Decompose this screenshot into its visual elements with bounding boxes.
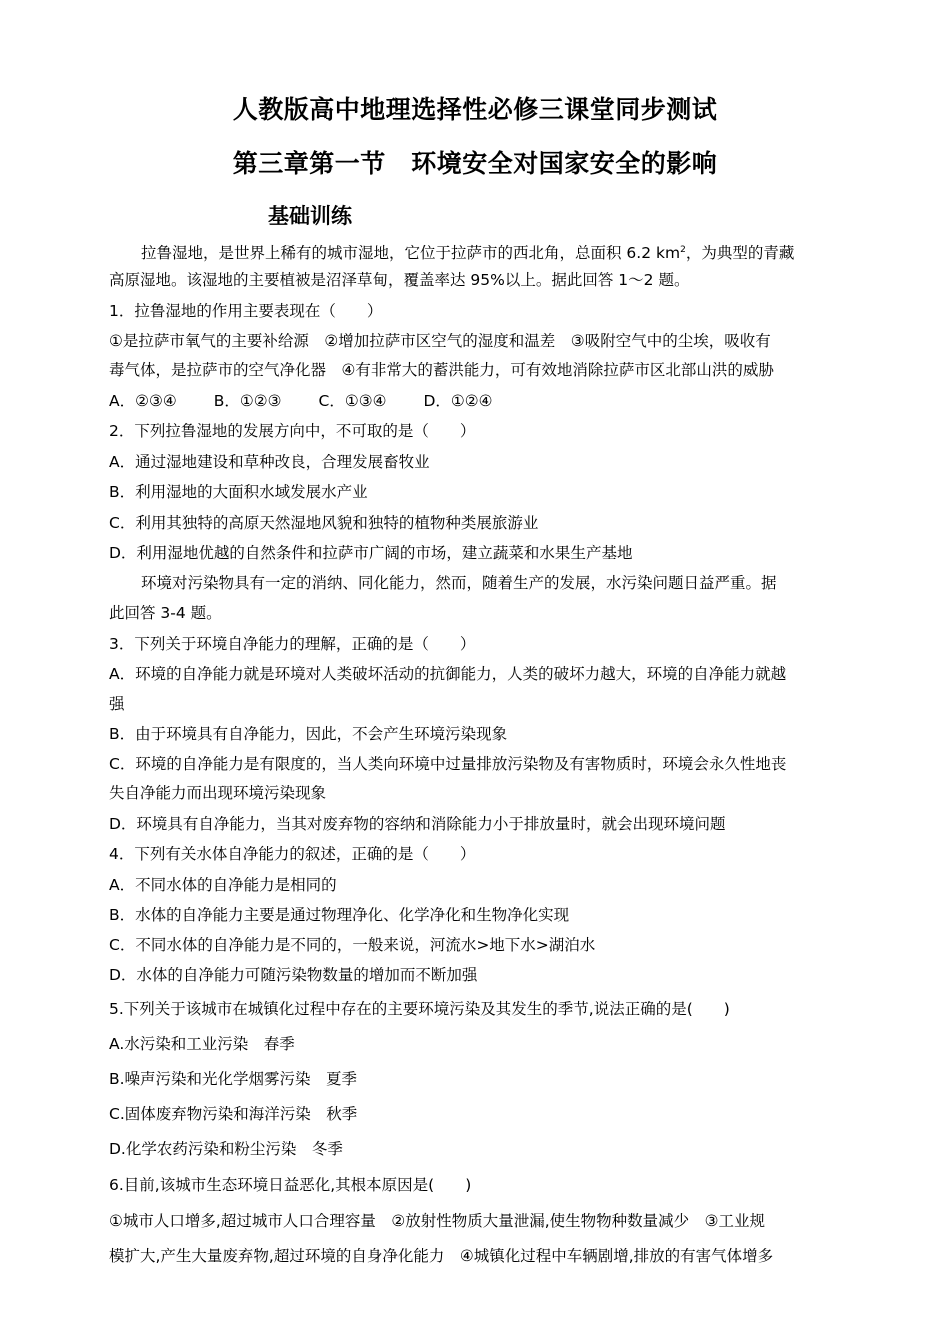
passage2-line2: 此回答 3-4 题。 bbox=[109, 604, 222, 622]
q3-option-a-line2: 强 bbox=[109, 695, 125, 713]
q5-option-a: A.水污染和工业污染 春季 bbox=[109, 1035, 295, 1053]
q4-option-b: B．水体的自净能力主要是通过物理净化、化学净化和生物净化实现 bbox=[109, 906, 570, 924]
q1-option-b: B．①②③ bbox=[213, 392, 282, 410]
q3-option-d: D．环境具有自净能力，当其对废弃物的容纳和消除能力小于排放量时，就会出现环境问题 bbox=[109, 815, 726, 833]
q2-option-b: B．利用湿地的大面积水域发展水产业 bbox=[109, 483, 368, 501]
passage1-line1: 拉鲁湿地，是世界上稀有的城市湿地，它位于拉萨市的西北角，总面积 6.2 $km^2$，为典型的青藏 bbox=[141, 244, 795, 263]
q4-stem: 4．下列有关水体自净能力的叙述，正确的是（ ） bbox=[109, 845, 476, 863]
passage1-line2: 高原湿地。该湿地的主要植被是沼泽草甸，覆盖率达 95%以上。据此回答 1～2 题。 bbox=[109, 271, 690, 289]
q3-option-c-line1: C．环境的自净能力是有限度的，当人类向环境中过量排放污染物及有害物质时，环境会永久性地丧 bbox=[109, 755, 787, 773]
q6-statements-line1: ①城市人口增多,超过城市人口合理容量 ②放射性物质大量泄漏,使生物物种数量减少 ③工业规 bbox=[109, 1212, 766, 1230]
q3-stem: 3．下列关于环境自净能力的理解，正确的是（ ） bbox=[109, 635, 476, 653]
q1-stem: 1．拉鲁湿地的作用主要表现在（ ） bbox=[109, 302, 383, 320]
q1-options bbox=[109, 391, 849, 411]
q3-option-a-line1: A．环境的自净能力就是环境对人类破坏活动的抗御能力，人类的破坏力越大，环境的自净能力就越 bbox=[109, 665, 787, 683]
q5-option-b: B.噪声污染和光化学烟雾污染 夏季 bbox=[109, 1070, 358, 1088]
q1-option-a: A．②③④ bbox=[109, 392, 177, 410]
q2-option-c: C．利用其独特的高原天然湿地风貌和独特的植物种类展旅游业 bbox=[109, 514, 539, 532]
q1-statements-line2: 毒气体，是拉萨市的空气净化器 ④有非常大的蓄洪能力，可有效地消除拉萨市区北部山洪的威胁 bbox=[109, 361, 774, 379]
passage2-line1: 环境对污染物具有一定的消纳、同化能力，然而，随着生产的发展，水污染问题日益严重。据 bbox=[141, 574, 777, 592]
q3-option-b: B．由于环境具有自净能力，因此，不会产生环境污染现象 bbox=[109, 725, 508, 743]
document-title: 人教版高中地理选择性必修三课堂同步测试 bbox=[232, 95, 718, 124]
q4-option-c: C．不同水体的自净能力是不同的，一般来说，河流水>地下水>湖泊水 bbox=[109, 936, 596, 954]
q5-option-c: C.固体废弃物污染和海洋污染 秋季 bbox=[109, 1105, 358, 1123]
q5-option-d: D.化学农药污染和粉尘污染 冬季 bbox=[109, 1140, 343, 1158]
q2-option-d: D．利用湿地优越的自然条件和拉萨市广阔的市场，建立蔬菜和水果生产基地 bbox=[109, 544, 633, 562]
q4-option-d: D．水体的自净能力可随污染物数量的增加而不断加强 bbox=[109, 966, 478, 984]
q4-option-a: A．不同水体的自净能力是相同的 bbox=[109, 876, 337, 894]
q1-option-c: C．①③④ bbox=[318, 392, 387, 410]
q6-stem: 6.目前,该城市生态环境日益恶化,其根本原因是( ) bbox=[109, 1176, 472, 1194]
q2-stem: 2．下列拉鲁湿地的发展方向中，不可取的是（ ） bbox=[109, 422, 476, 440]
q6-statements-line2: 模扩大,产生大量废弃物,超过环境的自身净化能力 ④城镇化过程中车辆剧增,排放的有害气体增多 bbox=[109, 1247, 774, 1265]
q5-stem: 5.下列关于该城市在城镇化过程中存在的主要环境污染及其发生的季节,说法正确的是( ) bbox=[109, 1000, 730, 1018]
q1-statements-line1: ①是拉萨市氧气的主要补给源 ②增加拉萨市区空气的湿度和温差 ③吸附空气中的尘埃，吸收有 bbox=[109, 332, 771, 350]
q2-option-a: A．通过湿地建设和草种改良，合理发展畜牧业 bbox=[109, 453, 430, 471]
q1-option-d: D．①②④ bbox=[423, 392, 493, 410]
q3-option-c-line2: 失自净能力而出现环境污染现象 bbox=[109, 784, 327, 802]
section-heading: 基础训练 bbox=[268, 204, 352, 228]
chapter-title: 第三章第一节 环境安全对国家安全的影响 bbox=[232, 149, 718, 178]
